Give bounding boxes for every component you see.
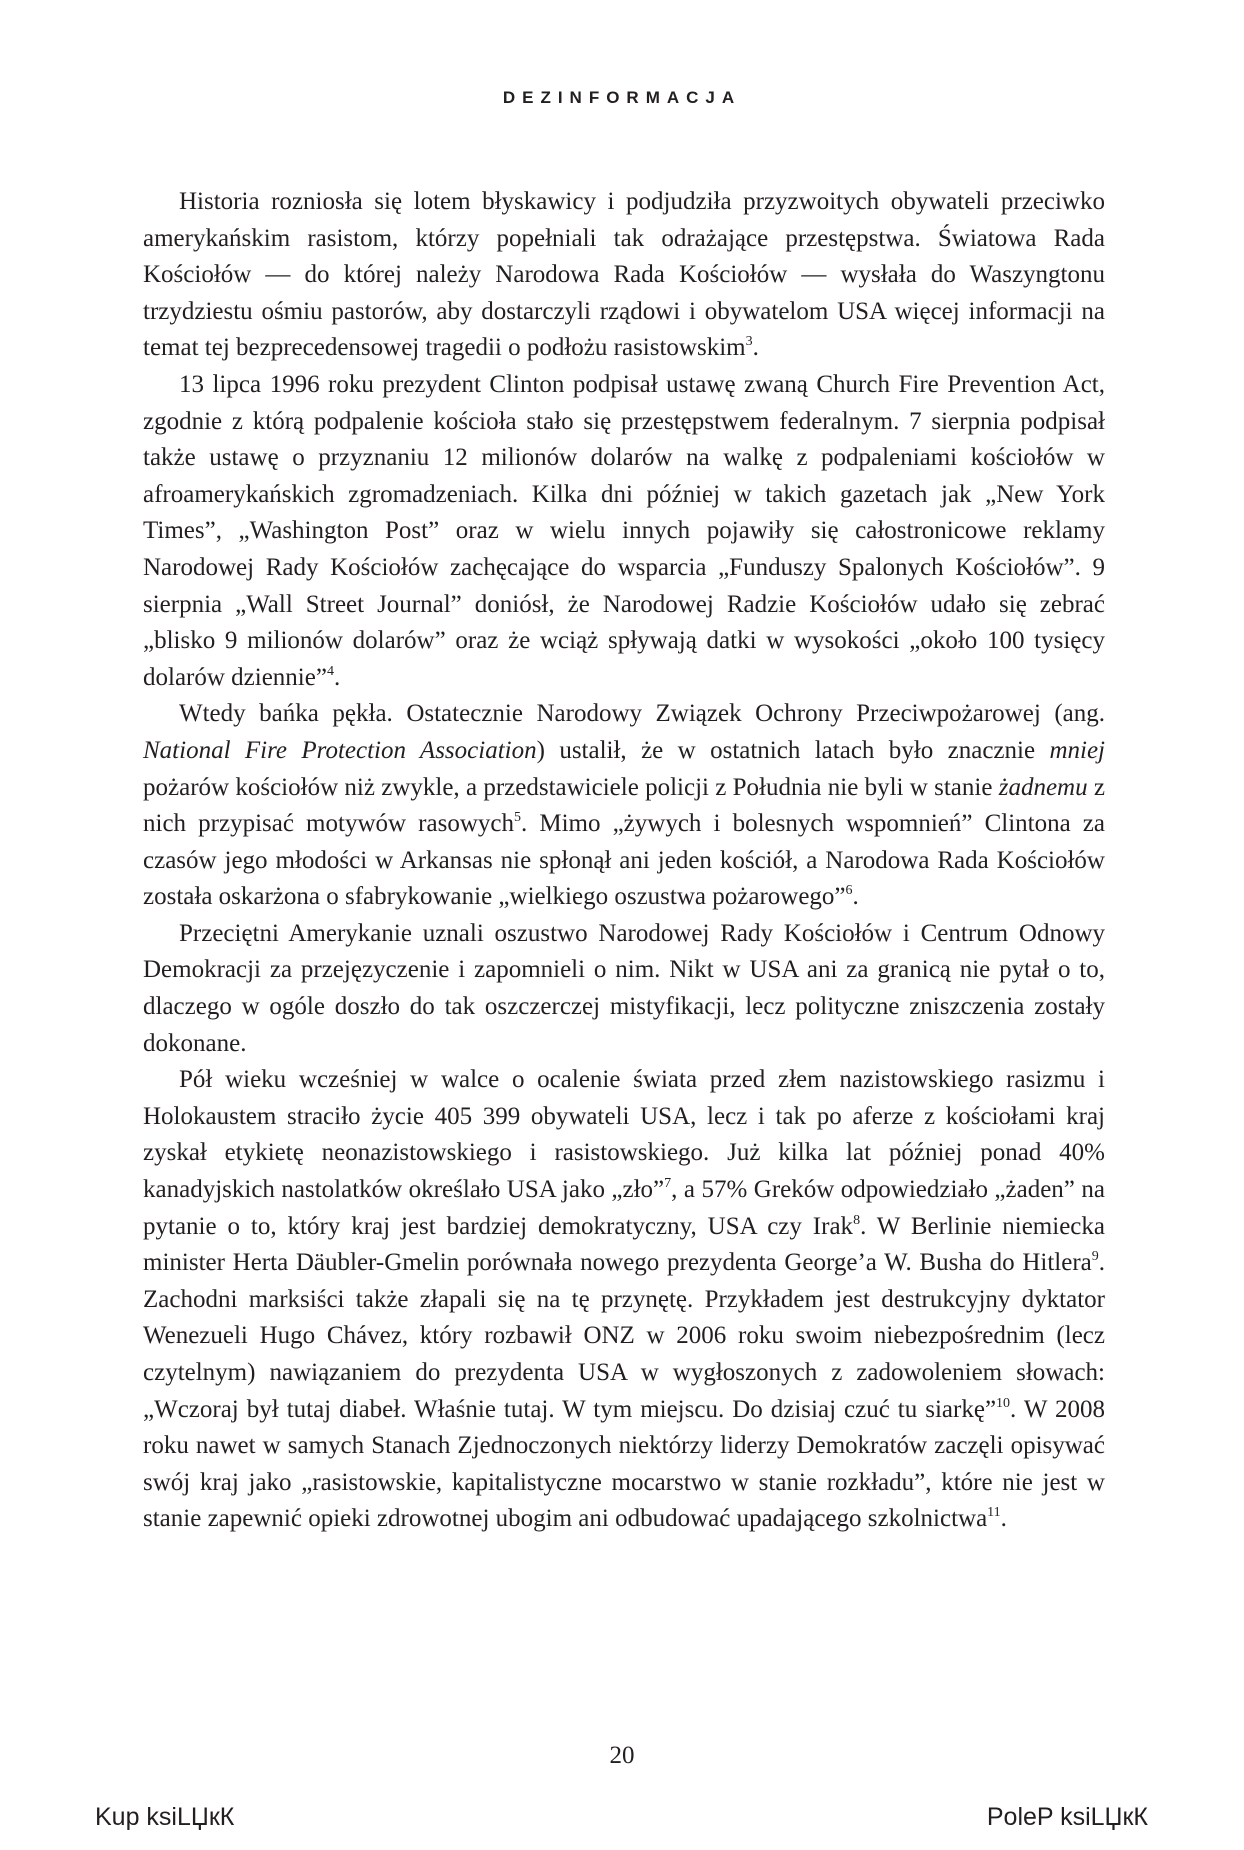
running-head-title: DEZINFORMACJA <box>502 88 742 107</box>
text-run: . Mimo „żywych i bolesnych wspomnień” Clintona za czasów jego młodości w Arkansas nie spłonął ani jeden kościół, a Narodowa Rada Kościołów została oskarżona o sfabrykowanie „wielkiego oszustwa pożarowego” <box>143 810 1105 911</box>
paragraph <box>143 184 1105 367</box>
body-text <box>143 184 1105 1538</box>
text-run: z nich przypisać motywów rasowych <box>143 773 1105 838</box>
text-run: , a 57% Greków odpowiedziało „żaden” na pytanie o to, który kraj jest bardziej demokratyczny, USA czy Irak <box>143 1176 1105 1240</box>
paragraph <box>143 696 1105 916</box>
paragraph <box>143 367 1105 696</box>
text-run: . <box>752 334 759 362</box>
buy-book-link[interactable]: Kup ksiLЏкК <box>95 1803 235 1831</box>
text-run: . Zachodni marksiści także złapali się na tę przynętę. Przykładem jest destrukcyjny dyktator Wenezueli Hugo Chávez, który rozbawił ONZ w 2006 roku swoim niebezpośrednim (lecz czytelnym) nawiązaniem do prezydenta USA w wygłoszonych z zadowoleniem słowach: „Wczoraj był tutaj diabeł. Właśnie tutaj. W tym miejscu. Do dzisiaj czuć tu siarkę” <box>143 1249 1105 1423</box>
footnote-ref: 9 <box>1091 1249 1099 1265</box>
text-run: pożarów kościołów niż zwykle, a przedstawiciele policji z Południa nie byli w stanie <box>143 773 999 801</box>
footnote-ref: 10 <box>996 1395 1011 1411</box>
footnote-ref: 8 <box>853 1212 861 1228</box>
text-run: . <box>1000 1505 1007 1533</box>
text-run: . W 2008 roku nawet w samych Stanach Zjednoczonych niektórzy liderzy Demokratów zaczęli opisywać swój kraj jako „rasistowskie, kapitalistyczne mocarstwo w stanie rozkładu”, które nie jest w stanie zapewnić opieki zdrowotnej ubogim ani odbudować upadającego szkolnictwa <box>143 1395 1105 1533</box>
footnote-ref: 11 <box>987 1505 1001 1521</box>
paragraph <box>143 916 1105 1062</box>
italic-text: National Fire Protection Association <box>143 736 537 764</box>
text-run: Przeciętni Amerykanie uznali oszustwo Narodowej Rady Kościołów i Centrum Odnowy Demokracji za przejęzyczenie i zapomnieli o nim. Nikt w USA ani za granicą nie pytał o to, dlaczego w ogóle doszło do tak oszczerczej mistyfikacji, lecz polityczne zniszczenia zostały dokonane. <box>143 919 1105 1057</box>
text-run: . W Berlinie niemiecka minister Herta Däubler-Gmelin porównała nowego prezydenta George’a W. Busha do Hitlera <box>143 1212 1105 1277</box>
recommend-book-link[interactable]: PoleP ksiLЏкК <box>986 1803 1148 1831</box>
paragraph <box>143 1062 1105 1538</box>
text-run: Pół wieku wcześniej w walce o ocalenie świata przed złem nazistowskiego rasizmu i Holokaustem straciło życie 405 399 obywateli USA, lecz i tak po aferze z kościołami kraj zyskał etykietę neonazistowskiego i rasistowskiego. Już kilka lat później ponad 40% kanadyjskich nastolatków określało USA jako „zło” <box>143 1066 1105 1204</box>
footnote-ref: 6 <box>845 883 853 899</box>
italic-text: mniej <box>1049 736 1105 764</box>
footnote-ref: 7 <box>664 1176 672 1192</box>
footnote-ref: 3 <box>745 334 753 350</box>
italic-text: żadnemu <box>998 773 1088 801</box>
text-run: . <box>333 663 341 691</box>
footnote-ref: 4 <box>326 663 334 679</box>
text-run: . <box>852 883 859 911</box>
text-run: Historia rozniosła się lotem błyskawicy i podjudziła przyzwoitych obywateli przeciwko amerykańskim rasistom, którzy popełniali tak odrażające przestępstwa. Światowa Rada Kościołów — do której należy Narodowa Rada Kościołów — wysłała do Waszyngtonu trzydziestu ośmiu pastorów, aby dostarczyli rządowi i obywatelom USA więcej informacji na temat tej bezprecedensowej tragedii o podłożu rasistowskim <box>143 188 1105 362</box>
page-number: 20 <box>609 1742 635 1769</box>
text-run: ) ustalił, że w ostatnich latach było znacznie <box>536 736 1050 764</box>
text-run: 13 lipca 1996 roku prezydent Clinton podpisał ustawę zwaną Church Fire Prevention Act, zgodnie z którą podpalenie kościoła stało się przestępstwem federalnym. 7 sierpnia podpisał także ustawę o przyznaniu 12 milionów dolarów na walkę z podpaleniami kościołów w afroamerykańskich zgromadzeniach. Kilka dni później w takich gazetach jak „New York Times”, „Washington Post” oraz w wielu innych pojawiły się całostronicowe reklamy Narodowej Rady Kościołów zachęcające do wsparcia „Funduszy Spalonych Kościołów”. 9 sierpnia „Wall Street Journal” doniósł, że Narodowej Radzie Kościołów udało się zebrać „blisko 9 milionów dolarów” oraz że wciąż spływają datki w wysokości „około 100 tysięcy dolarów dziennie” <box>143 370 1105 691</box>
text-run: Wtedy bańka pękła. Ostatecznie Narodowy Związek Ochrony Przeciwpożarowej (ang. <box>179 700 1105 728</box>
footnote-ref: 5 <box>513 810 521 826</box>
